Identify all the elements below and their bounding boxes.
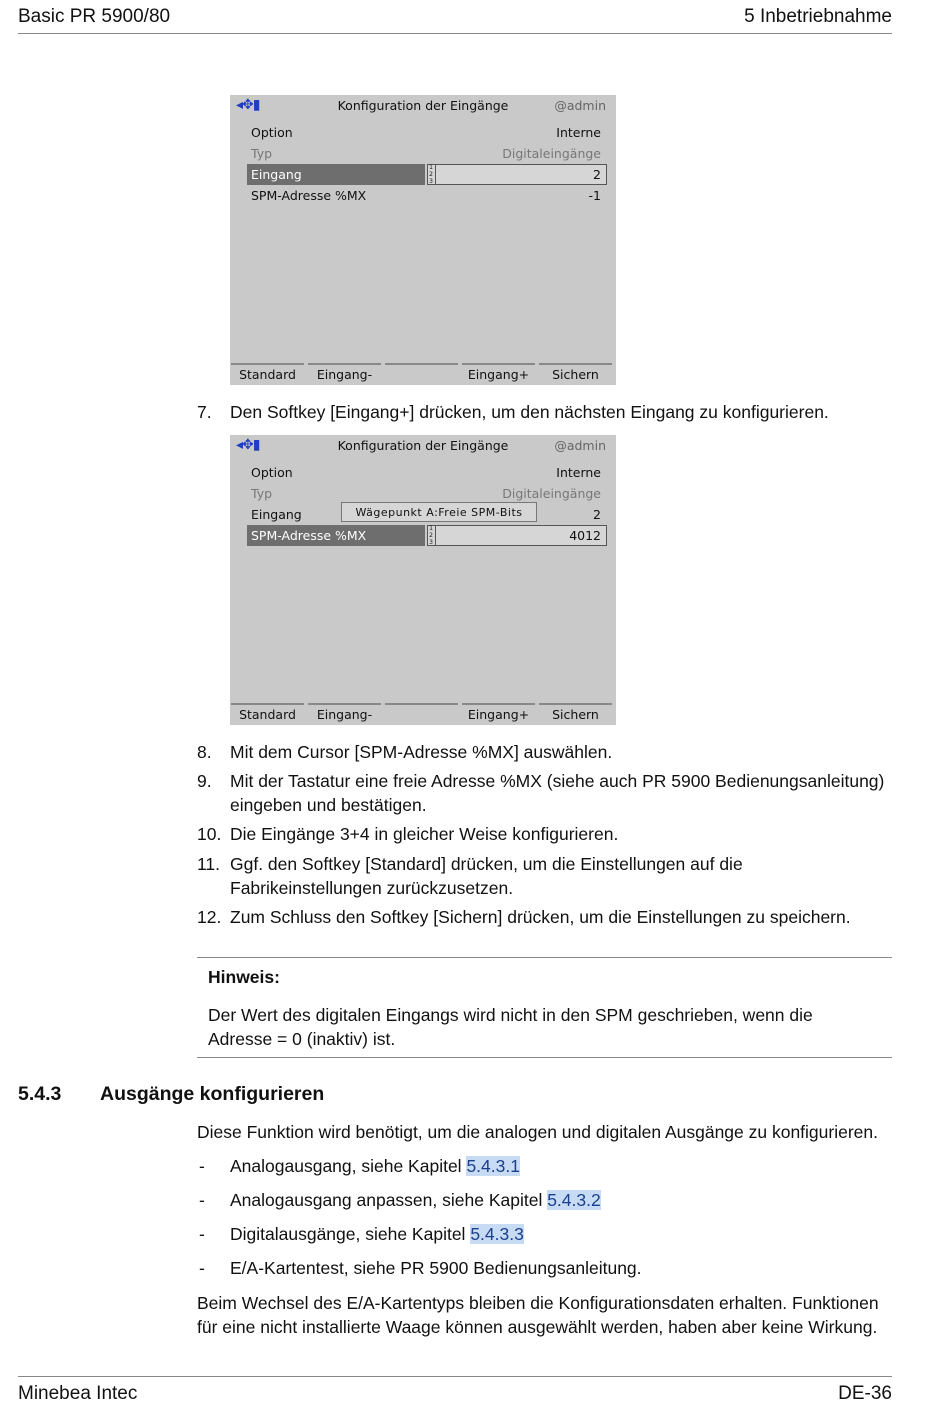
softkey-empty[interactable]: [385, 703, 458, 725]
footer-page-number: DE-36: [838, 1383, 892, 1404]
note-text-cont: Adresse = 0 (inaktiv) ist.: [208, 1029, 396, 1049]
row-option[interactable]: [247, 462, 607, 483]
softkey-standard[interactable]: Standard: [231, 703, 304, 725]
step-text: Mit dem Cursor [SPM-Adresse %MX] auswählen.: [230, 742, 613, 762]
screen-title-bar: [230, 95, 616, 115]
footer-company: Minebea Intec: [18, 1383, 138, 1404]
chapter-link[interactable]: 5.4.3.3: [470, 1224, 524, 1244]
row-label: SPM-Adresse %MX: [247, 525, 425, 546]
bullet-item: [230, 1256, 642, 1280]
header-doc-title: Basic PR 5900/80: [18, 6, 171, 27]
row-value: 2: [593, 507, 601, 522]
step-text: Den Softkey [Eingang+] drücken, um den nächsten Eingang zu konfigurieren.: [230, 402, 829, 422]
softkey-sichern[interactable]: Sichern: [539, 703, 612, 725]
step-text: Ggf. den Softkey [Standard] drücken, um die Einstellungen auf die: [230, 854, 743, 874]
step-number: 11.: [197, 854, 221, 874]
bullet-dash: -: [199, 1156, 205, 1176]
row-spm-address[interactable]: [247, 185, 607, 206]
chapter-link[interactable]: 5.4.3.1: [466, 1156, 520, 1176]
row-value: Digitaleingänge: [502, 146, 601, 161]
softkey-eingang-plus[interactable]: Eingang+: [462, 363, 535, 385]
tooltip-popup: Wägepunkt A:Freie SPM-Bits: [341, 502, 537, 522]
step-number: 10.: [197, 824, 222, 844]
row-label: SPM-Adresse %MX: [251, 188, 367, 203]
softkey-eingang-minus[interactable]: Eingang-: [308, 703, 381, 725]
softkey-eingang-minus[interactable]: Eingang-: [308, 363, 381, 385]
bullet-dash: -: [199, 1224, 205, 1244]
navigation-icon: ◂✥▮: [236, 437, 260, 453]
header-rule: [18, 33, 892, 34]
closing-text-cont: für eine nicht installierte Waage können ausgewählt werden, haben aber keine Wirkung.: [197, 1317, 878, 1337]
softkey-sichern[interactable]: Sichern: [539, 363, 612, 385]
row-option[interactable]: [247, 122, 607, 143]
softkey-bar: [230, 703, 616, 725]
step-text: Zum Schluss den Softkey [Sichern] drücken, um die Einstellungen zu speichern.: [230, 907, 851, 927]
row-value: Interne: [556, 465, 601, 480]
numeric-input-icon: 1 2 3: [427, 525, 436, 546]
bullet-dash: -: [199, 1258, 205, 1278]
row-value: Interne: [556, 125, 601, 140]
bullet-item: [230, 1222, 524, 1246]
bullet-item: [230, 1188, 601, 1212]
step-number: 12.: [197, 907, 222, 927]
softkey-standard[interactable]: Standard: [231, 363, 304, 385]
step-number: 9.: [197, 771, 212, 791]
bullet-text: E/A-Kartentest, siehe PR 5900 Bedienungsanleitung.: [230, 1258, 642, 1278]
row-eingang-selected[interactable]: [247, 164, 607, 185]
softkey-empty[interactable]: [385, 363, 458, 385]
step-number: 7.: [197, 402, 212, 422]
bullet-text: Analogausgang, siehe Kapitel: [230, 1156, 467, 1176]
note-text: Der Wert des digitalen Eingangs wird nicht in den SPM geschrieben, wenn die: [208, 1005, 813, 1025]
screen-user: @admin: [554, 438, 606, 453]
note-title: Hinweis:: [208, 967, 280, 987]
step-text-cont: eingeben und bestätigen.: [230, 795, 427, 815]
section-title: Ausgänge konfigurieren: [100, 1083, 325, 1105]
chapter-link[interactable]: 5.4.3.2: [547, 1190, 601, 1210]
row-typ: [247, 143, 607, 164]
section-number: 5.4.3: [18, 1083, 62, 1105]
header-chapter: 5 Inbetriebnahme: [744, 6, 892, 27]
section-intro: Diese Funktion wird benötigt, um die analogen und digitalen Ausgänge zu konfigurieren.: [197, 1122, 879, 1142]
row-label: Eingang: [251, 507, 302, 522]
row-value: 2: [593, 167, 601, 182]
screen-config-inputs-1: [230, 95, 616, 385]
step-text: Mit der Tastatur eine freie Adresse %MX (siehe auch PR 5900 Bedienungsanleitung): [230, 771, 885, 791]
screen-config-inputs-2: [230, 435, 616, 725]
screen-user: @admin: [554, 98, 606, 113]
step-text: Die Eingänge 3+4 in gleicher Weise konfigurieren.: [230, 824, 619, 844]
bullet-text: Analogausgang anpassen, siehe Kapitel: [230, 1190, 548, 1210]
navigation-icon: ◂✥▮: [236, 97, 260, 113]
row-value: 4012: [569, 528, 601, 543]
row-label: Typ: [251, 146, 273, 161]
row-value: -1: [588, 188, 601, 203]
bullet-item: [230, 1154, 520, 1178]
footer-rule: [18, 1376, 892, 1377]
row-eingang[interactable]: [247, 504, 607, 525]
row-label: Option: [251, 465, 293, 480]
row-spm-address-selected[interactable]: [247, 525, 607, 546]
softkey-bar: [230, 363, 616, 385]
screen-title: Konfiguration der Eingänge: [337, 98, 509, 113]
closing-text: Beim Wechsel des E/A-Kartentyps bleiben die Konfigurationsdaten erhalten. Funktionen: [197, 1293, 879, 1313]
value-field[interactable]: [427, 164, 607, 185]
bullet-text: Digitalausgänge, siehe Kapitel: [230, 1224, 471, 1244]
softkey-eingang-plus[interactable]: Eingang+: [462, 703, 535, 725]
row-label: Typ: [251, 486, 273, 501]
row-label: Eingang: [247, 164, 425, 185]
row-typ: [247, 483, 607, 504]
step-text-cont: Fabrikeinstellungen zurückzusetzen.: [230, 878, 514, 898]
step-number: 8.: [197, 742, 212, 762]
note-rule-bottom: [197, 1057, 892, 1058]
screen-title-bar: [230, 435, 616, 455]
note-rule-top: [197, 957, 892, 958]
screen-title: Konfiguration der Eingänge: [337, 438, 509, 453]
bullet-dash: -: [199, 1190, 205, 1210]
row-value: Digitaleingänge: [502, 486, 601, 501]
numeric-input-icon: 1 2 3: [427, 164, 436, 185]
row-label: Option: [251, 125, 293, 140]
